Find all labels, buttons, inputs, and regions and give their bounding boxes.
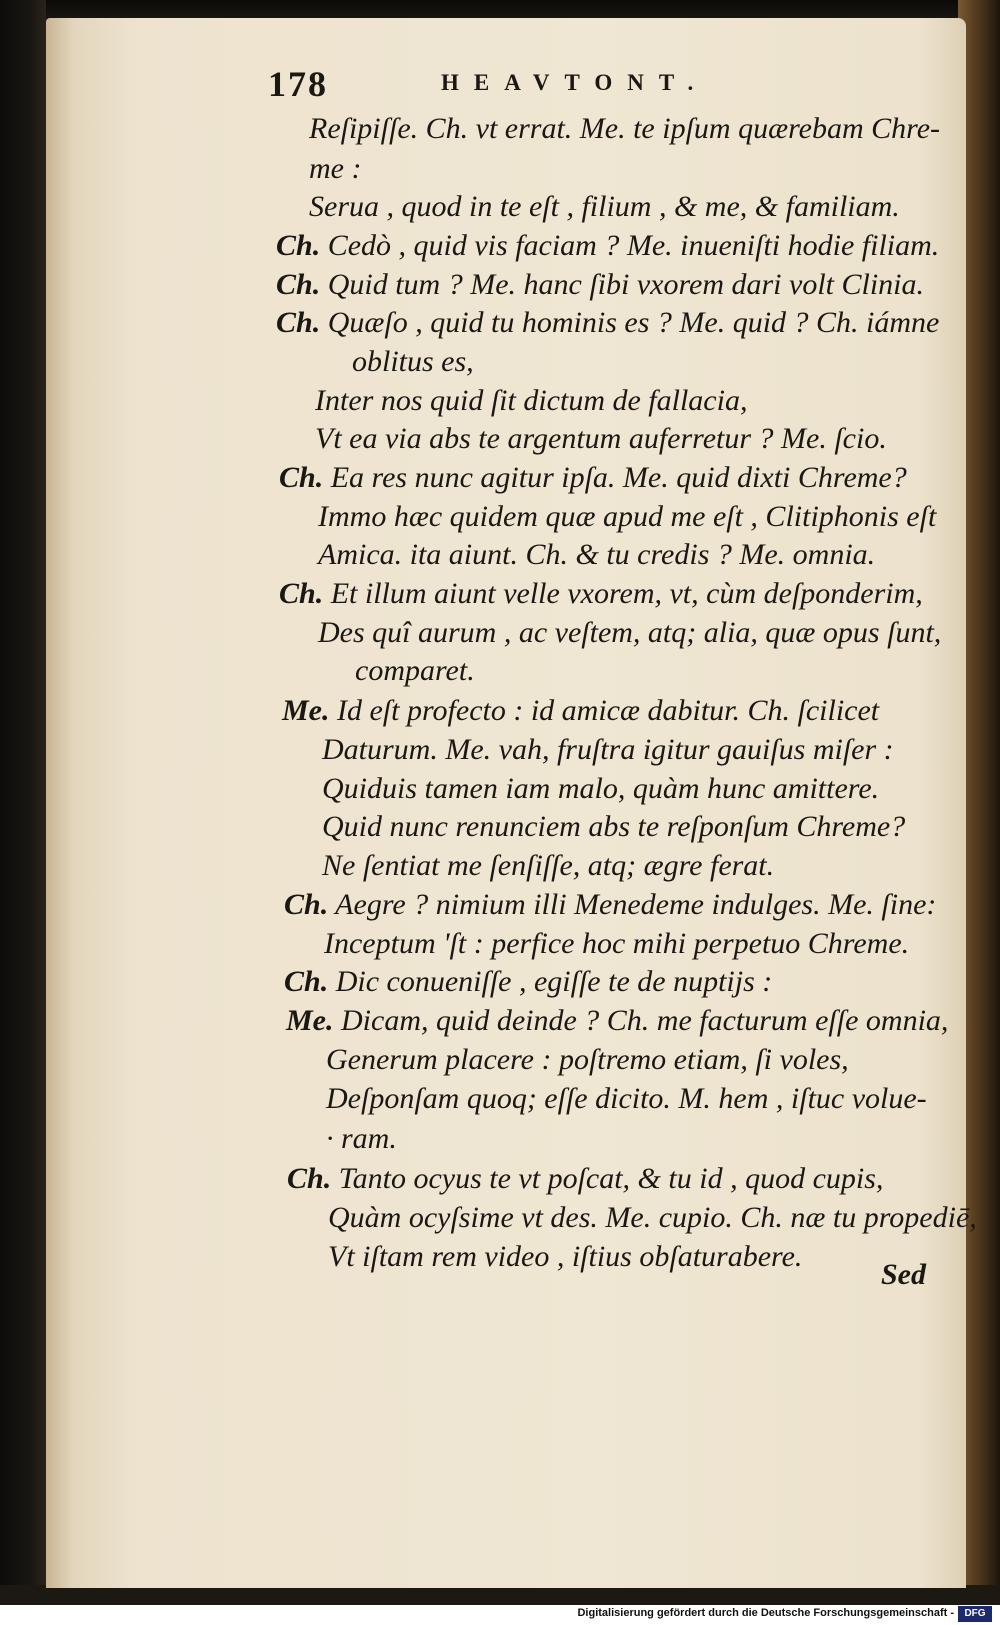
page-number: 178 — [268, 64, 328, 104]
verse-line — [282, 692, 879, 730]
line-text: oblitus es, — [352, 345, 474, 378]
line-text: Quæſo , quid tu hominis es ? Me. quid ? Ch. iámne — [327, 306, 940, 339]
speaker-label: Ch. — [284, 888, 329, 921]
verse-line — [309, 150, 361, 188]
line-text: Dicam, quid deinde ? Ch. me facturum eſſe omnia, — [341, 1004, 949, 1037]
verse-line — [309, 188, 900, 226]
line-text: Ne ſentiat me ſenſiſſe, atq; ægre ferat. — [322, 849, 775, 882]
line-text: Vt ea via abs te argentum auferretur ? Me. ſcio. — [315, 422, 887, 455]
line-text: Inceptum 'ſt : perfice hoc mihi perpetuo Chreme. — [324, 927, 910, 960]
line-text: Id eſt profecto : id amicæ dabitur. Ch. ſcilicet — [337, 694, 880, 727]
dfg-logo: DFG — [958, 1606, 992, 1622]
verse-line — [276, 266, 924, 304]
digitization-footer — [0, 1605, 1000, 1625]
line-text: · ram. — [326, 1122, 397, 1155]
verse-line — [318, 498, 936, 536]
footer-credit: Digitalisierung gefördert durch die Deutsche Forschungsgemeinschaft - — [577, 1607, 954, 1619]
running-head: HEAVTONT. — [441, 70, 709, 95]
speaker-label: Ch. — [284, 965, 329, 998]
line-text: Generum placere : poſtremo etiam, ſi voles, — [326, 1043, 849, 1076]
scanner-left-border — [0, 0, 46, 1605]
speaker-label: Ch. — [279, 577, 324, 610]
line-text: Immo hæc quidem quæ apud me eſt , Clitiphonis eſt — [318, 500, 937, 533]
verse-line — [328, 1199, 977, 1237]
line-text: Serua , quod in te eſt , filium , & me, & familiam. — [309, 190, 900, 223]
line-text: Quàm ocyſsime vt des. Me. cupio. Ch. næ tu propediē, — [328, 1201, 977, 1234]
verse-line — [276, 304, 939, 342]
speaker-label: Me. — [282, 694, 330, 727]
line-text: Ea res nunc agitur ipſa. Me. quid dixti Chreme? — [330, 461, 907, 494]
verse-line — [318, 536, 875, 574]
verse-line — [355, 652, 475, 690]
verse-line — [328, 1238, 802, 1276]
line-text: Inter nos quid ſit dictum de fallacia, — [315, 384, 748, 417]
line-text: Daturum. Me. vah, fruſtra igitur gauiſus miſer : — [322, 733, 894, 766]
line-text: Quiduis tamen iam malo, quàm hunc amittere. — [322, 772, 880, 805]
verse-line — [318, 614, 941, 652]
scanner-bottom-border — [0, 1585, 1000, 1605]
speaker-label: Ch. — [276, 306, 321, 339]
verse-line — [284, 963, 772, 1001]
verse-line — [315, 420, 887, 458]
line-text: Deſponſam quoq; eſſe dicito. M. hem , iſtuc volue- — [326, 1082, 927, 1115]
verse-line — [284, 886, 936, 924]
line-text: Vt iſtam rem video , iſtius obſaturabere. — [328, 1240, 803, 1273]
verse-line — [315, 382, 747, 420]
line-text: Amica. ita aiunt. Ch. & tu credis ? Me. omnia. — [318, 538, 876, 571]
line-text: Des quî aurum , ac veſtem, atq; alia, quæ opus ſunt, — [318, 616, 942, 649]
line-text: Quid tum ? Me. hanc ſibi vxorem dari volt Clinia. — [327, 268, 925, 301]
verse-line — [324, 925, 909, 963]
line-text: Cedò , quid vis faciam ? Me. inueniſti hodie filiam. — [327, 229, 940, 262]
line-text: comparet. — [355, 654, 475, 687]
speaker-label: Me. — [286, 1004, 334, 1037]
verse-line — [326, 1080, 927, 1118]
verse-line — [309, 110, 940, 148]
speaker-label: Ch. — [276, 268, 321, 301]
verse-line — [279, 575, 923, 613]
verse-line — [322, 770, 879, 808]
line-text: Quid nunc renunciem abs te reſponſum Chreme? — [322, 810, 906, 843]
line-text: Aegre ? nimium illi Menedeme indulges. Me. ſine: — [335, 888, 937, 921]
line-text: me : — [309, 152, 362, 185]
line-text: Reſipiſſe. Ch. vt errat. Me. te ipſum quærebam Chre- — [309, 112, 941, 145]
speaker-label: Ch. — [276, 229, 321, 262]
verse-line — [276, 227, 939, 265]
catchword: Sed — [881, 1258, 926, 1291]
verse-line — [352, 343, 474, 381]
verse-line — [286, 1002, 948, 1040]
speaker-label: Ch. — [279, 461, 324, 494]
verse-line — [287, 1160, 883, 1198]
line-text: Dic conueniſſe , egiſſe te de nuptijs : — [335, 965, 773, 998]
verse-line — [326, 1120, 397, 1158]
verse-line — [322, 847, 774, 885]
speaker-label: Ch. — [287, 1162, 332, 1195]
verse-line — [322, 731, 894, 769]
verse-line — [279, 459, 907, 497]
verse-line — [322, 808, 905, 846]
line-text: Tanto ocyus te vt poſcat, & tu id , quod cupis, — [338, 1162, 884, 1195]
verse-line — [326, 1041, 849, 1079]
line-text: Et illum aiunt velle vxorem, vt, cùm deſponderim, — [330, 577, 923, 610]
